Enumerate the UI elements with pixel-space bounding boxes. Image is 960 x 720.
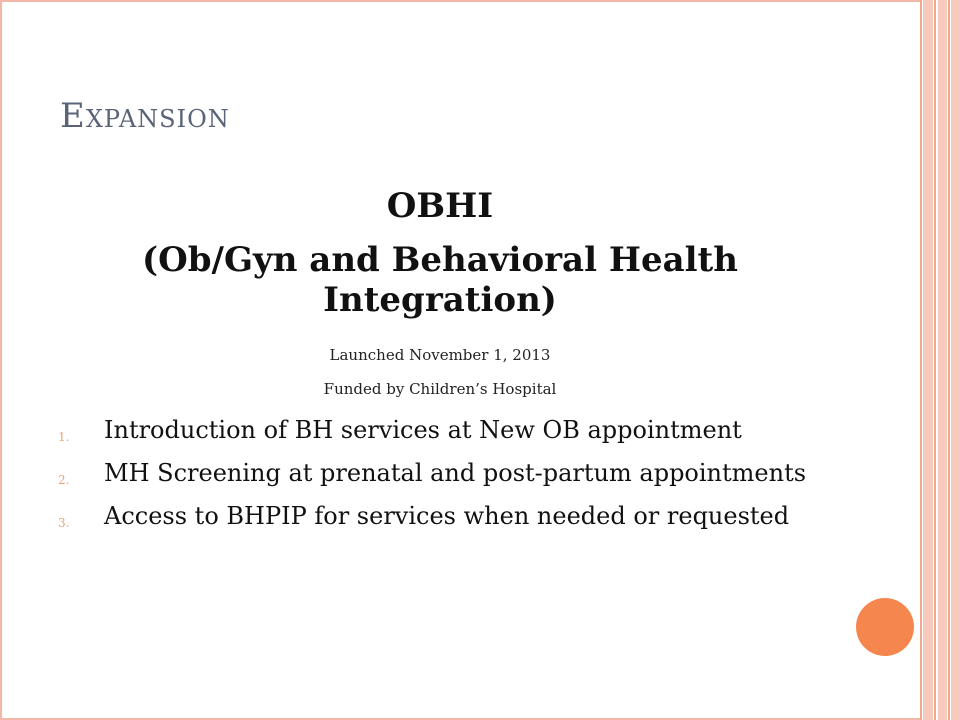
- list-item: [58, 416, 828, 445]
- orange-circle-decoration: [856, 598, 914, 656]
- list-item-text: Access to BHPIP for services when needed or requested: [104, 502, 790, 530]
- list-item-text: Introduction of BH services at New OB appointment: [104, 416, 742, 444]
- list-item: [58, 459, 828, 488]
- stripe: [951, 0, 960, 720]
- program-full-name: (Ob/Gyn and Behavioral Health Integration): [142, 240, 738, 320]
- list-number: 3.: [58, 516, 70, 530]
- stripe: [923, 0, 933, 720]
- stripe: [934, 0, 936, 720]
- slide-title: Expansion: [60, 96, 230, 136]
- list-item: [58, 502, 828, 531]
- numbered-list: [58, 416, 828, 545]
- funding-note: Funded by Children’s Hospital: [323, 380, 557, 398]
- launch-date: Launched November 1, 2013: [329, 346, 551, 364]
- list-number: 2.: [58, 473, 70, 487]
- program-acronym: OBHI: [386, 186, 494, 226]
- stripe: [920, 0, 922, 720]
- list-number: 1.: [58, 430, 70, 444]
- stripe: [938, 0, 947, 720]
- stripe: [948, 0, 950, 720]
- decorative-stripes: [920, 0, 960, 720]
- list-item-text: MH Screening at prenatal and post-partum appointments: [104, 459, 807, 487]
